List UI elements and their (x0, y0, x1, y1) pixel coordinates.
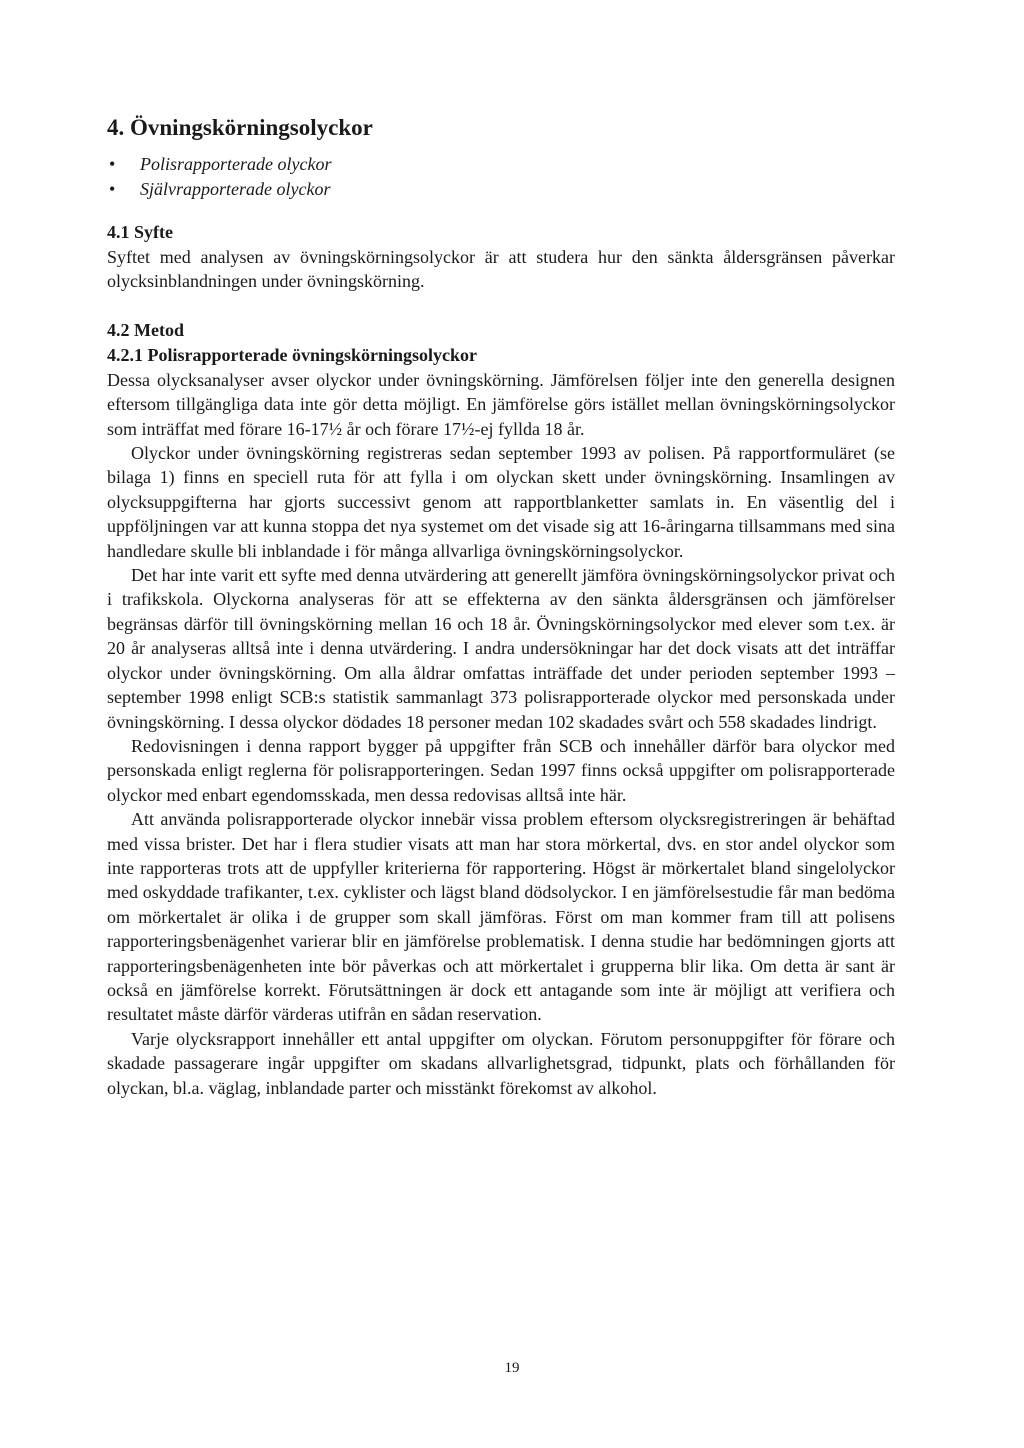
body-paragraph: Det har inte varit ett syfte med denna utvärdering att generellt jämföra övningskörningsolyckor privat och i trafikskola. Olyckorna analyseras för att se effekterna av den sänkta åldersgränsen och jämförelser begränsas därför till övningskörning mellan 16 och 18 år. Övningskörningsolyckor med elever som t.ex. är 20 år analyseras alltså inte i denna utvärdering. I andra undersökningar har det dock visats att det inträffar olyckor under övningskörning. Om alla åldrar omfattas inträffade det under perioden september 1993 – september 1998 enligt SCB:s statistik sammanlagt 373 polisrapporterade olyckor med personskada under övningskörning. I dessa olyckor dödades 18 personer medan 102 skadades svårt och 558 skadades lindrigt. (107, 565, 895, 732)
page-number: 19 (504, 1360, 520, 1376)
section-heading-syfte: 4.1 Syfte (107, 222, 173, 242)
topic-item-polisrapporterade: • Polisrapporterade olyckor (107, 152, 895, 177)
section-gap (107, 294, 895, 318)
body-paragraph: Att använda polisrapporterade olyckor innebär vissa problem eftersom olycksregistreringen är behäftad med vissa brister. Det har i flera studier visats att man har stora mörkertal, dvs. en stor andel olyckor som inte rapporteras trots att de uppfyller kriterierna för rapportering. Högst är mörkertalet bland singelolyckor med oskyddade trafikanter, t.ex. cyklister och lägst bland dödsolyckor. I en jämförelsestudie får man bedöma om mörkertalet är olika i de grupper som skall jämföras. Först om man kommer fram till att polisens rapporteringsbenägenhet varierar blir en jämförelse problematisk. I denna studie har bedömningen gjorts att rapporteringsbenägenheten inte bör påverkas och att mörkertalet i grupperna blir lika. Om detta är sant är också en jämförelse korrekt. Förutsättningen är dock ett antagande som inte är möjligt att verifiera och resultatet måste därför värderas utifrån en sådan reservation. (107, 809, 895, 1025)
document-page (107, 112, 895, 1100)
syfte-paragraph: Syftet med analysen av övningskörningsolyckor är att studera hur den sänkta åldersgränsen påverkar olycksinblandningen under övningskörning. (107, 247, 895, 292)
body-paragraph: Olyckor under övningskörning registreras sedan september 1993 av polisen. På rapportformuläret (se bilaga 1) finns en speciell ruta för att fylla i om olyckan skett under övningskörning. Insamlingen av olycksuppgifterna har gjorts successivt genom att rapportblanketter samlats in. En väsentlig del i uppföljningen var att kunna stoppa det nya systemet om det visade sig att 16-åringarna tillsammans med sina handledare skulle bli inblandade i för många allvarliga övningskörningsolyckor. (107, 443, 895, 561)
topic-item-sjalvrapporterade: • Självrapporterade olyckor (107, 177, 895, 202)
chapter-topic-list (107, 152, 895, 202)
body-paragraph: Dessa olycksanalyser avser olyckor under övningskörning. Jämförelsen följer inte den generella designen eftersom tillgängliga data inte gör detta möjligt. En jämförelse görs istället mellan övningskörningsolyckor som inträffat med förare 16-17½ år och förare 17½-ej fyllda 18 år. (107, 369, 895, 439)
subsection-heading-polisrapporterade: 4.2.1 Polisrapporterade övningskörningsolyckor (107, 344, 478, 365)
body-paragraph: Redovisningen i denna rapport bygger på uppgifter från SCB och innehåller därför bara olyckor med personskada enligt reglerna för polisrapporteringen. Sedan 1997 finns också uppgifter om polisrapporterade olyckor med enbart egendomsskada, men dessa redovisas alltså inte här. (107, 735, 895, 805)
body-paragraph: Varje olycksrapport innehåller ett antal uppgifter om olyckan. Förutom personuppgifter för förare och skadade passagerare ingår uppgifter om skadans allvarlighetsgrad, tidpunkt, plats och förhållanden för olyckan, bl.a. väglag, inblandade parter och misstänkt förekomst av alkohol. (107, 1028, 895, 1098)
section-heading-metod: 4.2 Metod (107, 319, 184, 340)
chapter-heading: 4. Övningskörningsolyckor (107, 115, 373, 140)
